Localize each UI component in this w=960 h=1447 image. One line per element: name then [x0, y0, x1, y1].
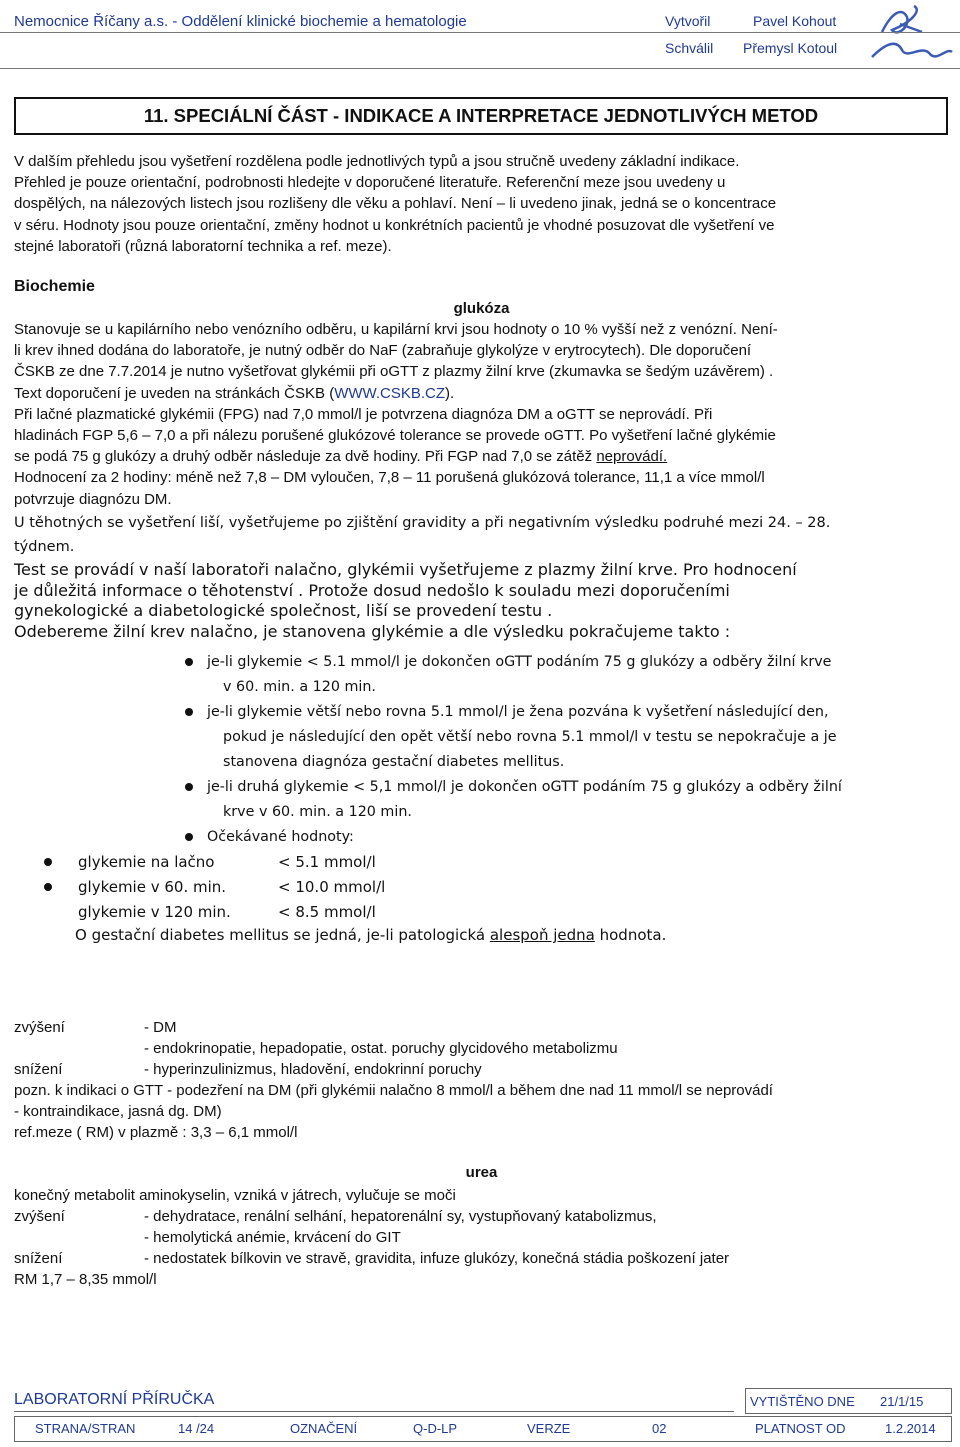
footer-rule [14, 1411, 734, 1412]
glukoza-heading: glukóza [453, 300, 510, 317]
bullet-icon [185, 658, 193, 666]
intro-line: v séru. Hodnoty jsou pouze orientační, změny hodnot u konkrétních pacientů je vhodné posuzovat dle vyšetření ve [14, 216, 775, 234]
bullet-icon [185, 833, 193, 841]
urea-text: konečný metabolit aminokyselin, vzniká v játrech, vylučuje se moči zvýšení - dehydratace, renální selhání, hepatorenální sy, vystupňovaný katabolizmus, - hemolytická anémie, krvácení do GIT snížení - nedostatek bílkovin ve stravě, gravidita, infuze glukózy, konečná stádia poškození jater RM 1,7 – 8,35 mmol/l [14, 1187, 730, 1288]
manual-title: LABORATORNÍ PŘÍRUČKA [14, 1391, 215, 1408]
intro-line: dospělých, na nálezových listech jsou rozlišeny dle věku a pohlaví. Není – li uvedeno jinak, jedná se o koncentrace [14, 195, 777, 213]
bullet-icon [185, 708, 193, 716]
cskb-link[interactable]: WWW.CSKB.CZ [334, 384, 446, 402]
mark-label: OZNAČENÍ [290, 1421, 358, 1436]
intro-line: Přehled je pouze orientační, podrobnosti hledejte v doporučené literatuře. Referenční meze jsou uvedeny u [14, 174, 726, 192]
text-line: se podá 75 g glukózy a druhý odběr následuje za dvě hodiny. Při FGP nad 7,0 se zátěž neprovádí. [14, 448, 668, 466]
intro-line: V dalším přehledu jsou vyšetření rozdělena podle jednotlivých typů a jsou stručně uvedeny základní indikace. [14, 153, 740, 170]
lab-procedure-text [14, 560, 954, 642]
list-item: glykemie v 60. min. < 10.0 mmol/l [44, 875, 544, 900]
created-label: Vytvořil [665, 13, 711, 29]
version-label: VERZE [527, 1421, 571, 1436]
expected-values [44, 850, 544, 925]
text-line: je důležitá informace o těhotenství . Protože dosud nedošlo k souladu mezi doporučeními [14, 580, 730, 600]
urea-heading: urea [465, 1164, 498, 1181]
text-line: li krev ihned dodána do laboratoře, je nutný odběr do NaF (zabraňuje glykolýze v erytrocytech). Dle doporučení [14, 342, 752, 360]
text-line: Stanovuje se u kapilárního nebo venózního odběru, u kapilární krvi jsou hodnoty o 10 % vyšší než z venózní. Není- [14, 321, 778, 338]
text-line: gynekologické a diabetologické společnost, liší se provedení testu . [14, 601, 553, 620]
list-item: je-li glykemie větší nebo rovna 5.1 mmol/l je žena pozvána k vyšetření následující den, pokud je následující den opět větší nebo rovna 5.1 mmol/l v testu se nepokračuje a je stanovena diagnóza gestační diabetes mellitus. [185, 700, 955, 775]
header-bottom-rule [0, 68, 960, 69]
text-line: Test se provádí v naší laboratoři nalačno, glykémii vyšetřujeme z plazmy žilní krve. Pro hodnocení [14, 560, 797, 579]
pregnancy-text [14, 511, 954, 559]
valid-label: PLATNOST OD [755, 1421, 846, 1436]
bullet-icon [44, 883, 52, 891]
text-line: potvrzuje diagnózu DM. [14, 490, 172, 508]
header-divider [0, 32, 960, 33]
approved-by: Přemysl Kotoul [743, 40, 838, 56]
list-item: je-li glykemie < 5.1 mmol/l je dokončen oGTT podáním 75 g glukózy a odběry žilní krve v 60. min. a 120 min. [185, 650, 955, 700]
text-line: ČSKB ze dne 7.7.2014 je nutno vyšetřovat glykémii při oGTT z plazmy žilní krve (zkumavka se šedým uzávěrem) . [14, 363, 774, 381]
institution-name: Nemocnice Říčany a.s. - Oddělení klinické biochemie a hematologie [14, 13, 467, 30]
section-title: 11. SPECIÁLNÍ ČÁST - INDIKACE A INTERPRETACE JEDNOTLIVÝCH METOD [14, 97, 948, 135]
list-item: glykemie na lačno < 5.1 mmol/l [44, 850, 544, 875]
glukoza-changes: zvýšení - DM - endokrinopatie, hepadopatie, ostat. poruchy glycidového metabolizmu snížení - hyperinzulinizmus, hladovění, endokrinní poruchy pozn. k indikaci o GTT - podezření na DM (při glykémii nalačno 8 mmol/l a během dne nad 11 mmol/l se neprovádí - kontraindikace, jasná dg. DM) ref.meze ( RM) v plazmě : 3,3 – 6,1 mmol/l [14, 1019, 773, 1141]
list-item: Očekávané hodnoty: [185, 825, 955, 850]
text-line: U těhotných se vyšetření liší, vyšetřujeme po zjištění gravidity a při negativním výsledku podruhé mezi 24. – 28. [14, 515, 831, 531]
intro-line: stejné laboratoři (různá laboratorní technika a ref. meze). [14, 237, 392, 255]
mark-value: Q-D-LP [413, 1421, 458, 1436]
created-by: Pavel Kohout [753, 13, 837, 29]
valid-value: 1.2.2014 [885, 1421, 936, 1436]
text-line: Odebereme žilní krev nalačno, je stanovena glykémie a dle výsledku pokračujeme takto : [14, 621, 731, 641]
text-line: Text doporučení je uveden na stránkách ČSKB (WWW.CSKB.CZ). [14, 384, 455, 402]
intro-paragraph [14, 151, 949, 257]
page-label: STRANA/STRAN [35, 1421, 136, 1436]
bullet-icon [44, 858, 52, 866]
approved-label: Schválil [665, 40, 714, 56]
printed-label: VYTIŠTĚNO DNE [750, 1394, 855, 1409]
printed-date: 21/1/15 [880, 1394, 924, 1409]
text-line: Při lačné plazmatické glykémii (FPG) nad 7,0 mmol/l je potvrzena diagnóza DM a oGTT se neprovádí. Při [14, 405, 713, 423]
bullet-icon [185, 783, 193, 791]
text-line: týdnem. [14, 539, 75, 555]
bullet-list [185, 650, 955, 850]
section-heading: Biochemie [14, 278, 95, 295]
list-item: glykemie v 120 min. < 8.5 mmol/l [78, 903, 376, 921]
list-item: je-li druhá glykemie < 5,1 mmol/l je dokončen oGTT podáním 75 g glukózy a odběry žilní krve v 60. min. a 120 min. [185, 775, 955, 825]
text-line: hladinách FGP 5,6 – 7,0 a při nálezu porušené glukózové tolerance se provede oGTT. Po vyšetření lačné glykémie [14, 427, 776, 445]
version-value: 02 [652, 1421, 667, 1436]
glukoza-text [14, 319, 949, 510]
signature-image [852, 2, 956, 66]
gdm-note: O gestační diabetes mellitus se jedná, je-li patologická alespoň jedna hodnota. [75, 926, 667, 944]
page-value: 14 /24 [178, 1421, 215, 1436]
text-line: Hodnocení za 2 hodiny: méně než 7,8 – DM vyloučen, 7,8 – 11 porušená glukózová tolerance, 11,1 a více mmol/l [14, 469, 765, 487]
